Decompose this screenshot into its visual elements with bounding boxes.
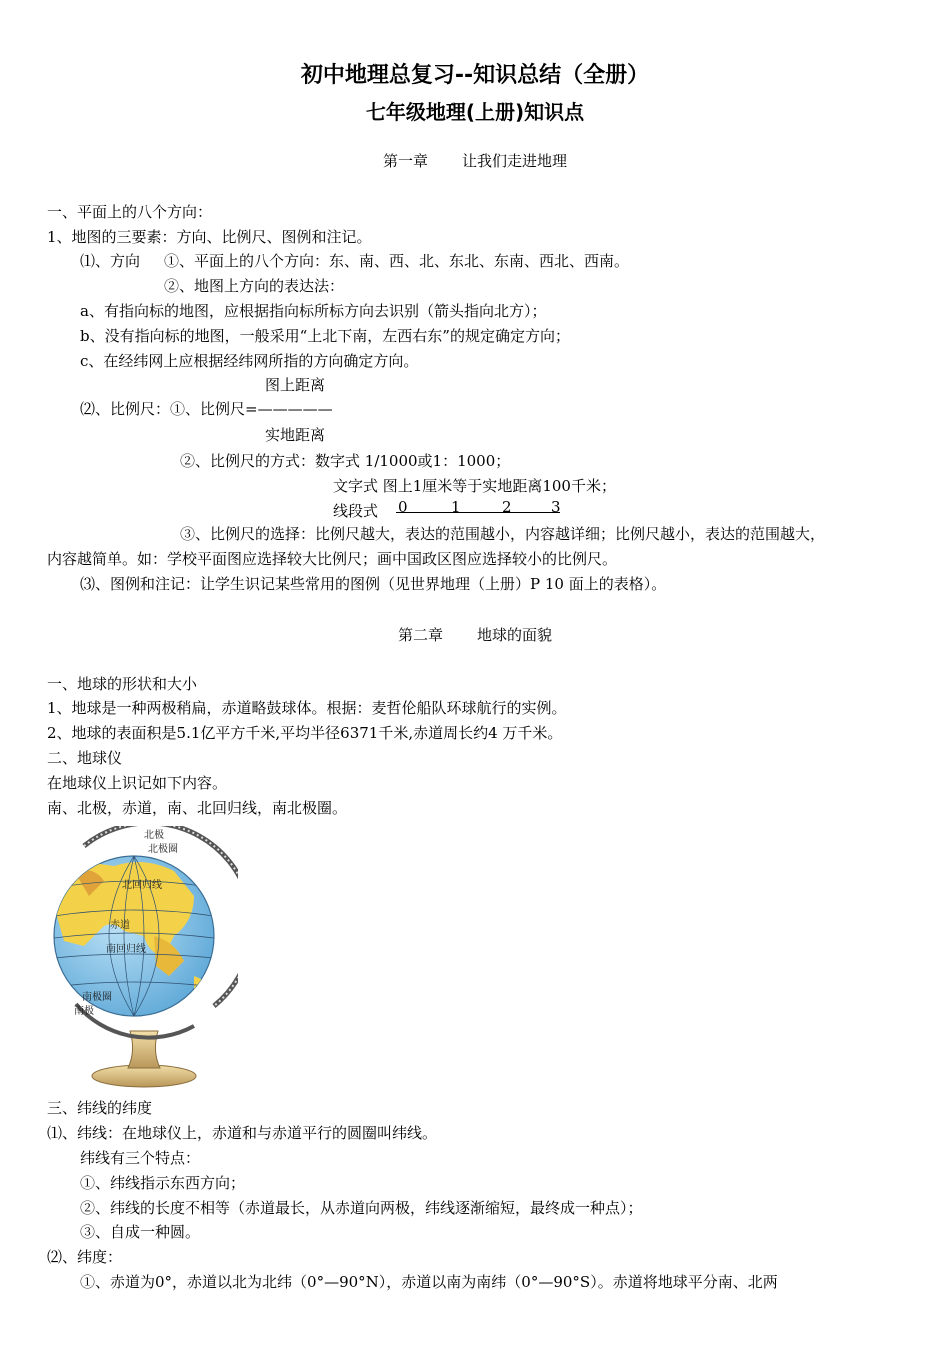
section-heading: 一、地球的形状和大小 [47, 675, 198, 693]
chapter-2-name: 地球的面貌 [477, 626, 553, 644]
scale-choice-continued: 内容越简单。如：学校平面图应选择较大比例尺；画中国政区图应选择较小的比例尺。 [47, 550, 618, 568]
legend-notes: ⑶、图例和注记：让学生识记某些常用的图例（见世界地理（上册）P 10 面上的表格）。 [80, 575, 667, 593]
chapter-1-name: 让我们走进地理 [462, 152, 568, 170]
paragraph: 1、地图的三要素：方向、比例尺、图例和注记。 [47, 228, 372, 246]
page-subtitle: 七年级地理(上册)知识点 [365, 100, 585, 124]
direction-item-2: ②、地图上方向的表达法： [164, 277, 345, 295]
globe-label-north-pole: 北极 [144, 830, 164, 841]
scale-forms: ②、比例尺的方式：数字式 1/1000或1：1000； [180, 452, 511, 470]
latitude-heading: ⑵、纬度： [47, 1248, 123, 1266]
direction-rule-b: b、没有指向标的地图，一般采用“上北下南，左西右东”的规定确定方向； [80, 327, 570, 345]
paragraph: 南、北极，赤道，南、北回归线，南北极圈。 [47, 799, 348, 817]
direction-rule-a: a、有指向标的地图，应根据指向标所标方向去识别（箭头指向北方）； [80, 302, 547, 320]
scale-definition: ⑵、比例尺：①、比例尺=————— [80, 400, 333, 418]
direction-rule-c: c、在经纬网上应根据经纬网所指的方向确定方向。 [80, 352, 419, 370]
section-heading: 三、纬线的纬度 [47, 1099, 153, 1117]
feature-item-1: ①、纬线指示东西方向； [80, 1174, 246, 1192]
scale-tick-label: 3 [551, 498, 561, 516]
scale-text-form: 文字式 图上1厘米等于实地距离100千米； [333, 477, 616, 495]
globe-label-tropic-of-capricorn: 南回归线 [106, 944, 146, 955]
chapter-1-heading [0, 150, 950, 171]
globe-label-antarctic-circle: 南极圈 [82, 992, 112, 1003]
scale-fraction-denominator: 实地距离 [265, 426, 326, 444]
globe-label-tropic-of-cancer: 北回归线 [122, 880, 162, 891]
globe-figure [44, 826, 238, 1090]
direction-label: ⑴、方向 [80, 252, 141, 270]
paragraph: 纬线有三个特点： [80, 1149, 201, 1167]
scale-tick-label: 2 [502, 498, 512, 516]
page-title: 初中地理总复习--知识总结（全册） [300, 63, 650, 88]
paragraph: 在地球仪上识记如下内容。 [47, 774, 228, 792]
paragraph: 2、地球的表面积是5.1亿平方千米,平均半径6371千米,赤道周长约4 万千米。 [47, 724, 563, 742]
section-heading: 一、平面上的八个方向： [47, 203, 213, 221]
chapter-1-number: 第一章 [382, 152, 428, 170]
feature-item-3: ③、自成一种圆。 [80, 1223, 201, 1241]
scale-fraction-numerator: 图上距离 [265, 376, 326, 394]
feature-item-2: ②、纬线的长度不相等（赤道最长，从赤道向两极，纬线逐渐缩短，最终成一种点）； [80, 1199, 643, 1217]
scale-tick-label: 1 [451, 498, 461, 516]
latitude-item-1: ①、赤道为0°，赤道以北为北纬（0°—90°N），赤道以南为南纬（0°—90°S）。赤道将地球平分南、北两 [80, 1273, 778, 1291]
globe-label-arctic-circle: 北极圈 [148, 844, 178, 855]
globe-label-equator: 赤道 [110, 920, 130, 931]
globe-label-south-pole: 南极 [74, 1006, 94, 1017]
paragraph: 1、地球是一种两极稍扁，赤道略鼓球体。根据：麦哲伦船队环球航行的实例。 [47, 699, 567, 717]
section-heading: 二、地球仪 [47, 749, 123, 767]
direction-item-1: ①、平面上的八个方向：东、南、西、北、东北、东南、西北、西南。 [164, 252, 630, 270]
scale-bar-line [396, 512, 560, 513]
scale-choice: ③、比例尺的选择：比例尺越大，表达的范围越小，内容越详细；比例尺越小，表达的范围越大， [180, 525, 826, 543]
chapter-2-number: 第二章 [397, 626, 443, 644]
scale-tick-label: 0 [398, 498, 408, 516]
latitude-line-definition: ⑴、纬线：在地球仪上，赤道和与赤道平行的圆圈叫纬线。 [47, 1124, 438, 1142]
chapter-2-heading [0, 624, 950, 645]
scale-line-label: 线段式 [333, 502, 379, 520]
